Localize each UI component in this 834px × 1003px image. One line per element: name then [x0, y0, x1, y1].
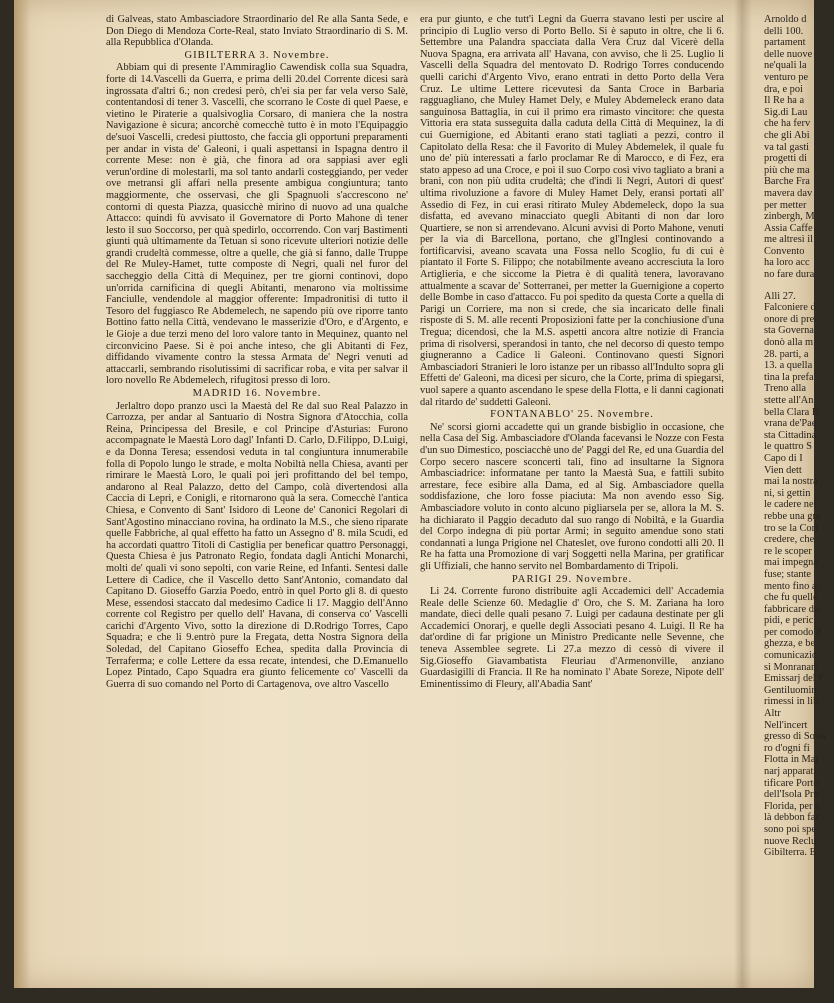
- article-paragraph: Ne' scorsi giorni accadette quì un grande bisbiglio in occasione, che nella Casa del Sig. Ambasciadore d'Olanda facevansi le Nozze con Festa d'un suo Dimestico, posciacchè uno de' Paggi del Re, ed una Guardia del Corpo secero nascere sconcerti tali, fino ad insultarne la Signora Ambasciadrice: informatane per tanto la Maestà Sua, e fattili subito arrestare, fece esibire alla Dama, ed al Sig. Ambasciadore quella soddisfazione, che loro fosse piaciuta: Ma non avendo esso Sig. Ambasciadore voluto in conto alcuno pigliarsela per se, allora la M. S. ha dichiarato il Paggio decaduto dal suo rango di Nobiltà, e la Guardia del Corpo indegna di più portar Armi; in seguito amendue sono stati condannati a lunga Prigione nel Chateslet, ove furono condotti alli 20. Il Re ha fatta una Promozione di varj Soggetti nella Marina, per gratificar gli Uffiziali, che hanno servito nel Bombardamento di Tripoli.: [420, 421, 724, 572]
- text-line: gresso di Soiss: [764, 731, 826, 743]
- text-line: ne'quali la: [764, 60, 807, 72]
- text-line: re le scoper: [764, 545, 812, 557]
- text-line: là debbon far: [764, 812, 819, 824]
- text-line: Falconiere d: [764, 302, 816, 314]
- text-line: Convento: [764, 245, 805, 257]
- text-line: va tal gasti: [764, 141, 810, 153]
- text-line: progetti di: [764, 153, 807, 165]
- text-line: che gli Abi: [764, 129, 810, 141]
- text-line: le cadere nel: [764, 499, 817, 511]
- text-line: Gibilterra. E: [764, 847, 816, 859]
- text-line: Treno alla: [764, 383, 807, 395]
- text-line: zinbergh, M: [764, 211, 815, 223]
- article-paragraph: Jerlaltro dopo pranzo uscì la Maestà del Re dal suo Real Palazzo in Carrozza, per andar al Santuario di Nostra Signora d'Atocchia, colla Reina, Principessa del Bresile, e col Principe d'Asturias: Furono accompagnate le Maestà Loro dagl' Infanti D. Carlo, D.Filippo, D.Luigi, e da Donna Teresa; essendosi veduta in tal congiuntura innumerabile folla di Popolo lungo le strade, e molta Nobiltà nella Chiesa, avanti per rimirare le Maestà Loro, le quali poi jeri profittando del bel tempo, andarono al Real Palazzo, detto del Campo, colà divertendosi alla Caccia di Lepri, e Conigli, e ritornarono quà la sera. Comecchè l'antica Chiesa, e Convento di Sant' Isidoro di Leone de' Canonici Regolari di Sant'Agostino minacciano rovina, ha ordinato la M.S., che sieno riparate quelle Fabbriche, al qual effetto ha fatto un Assegno d' 8. mila Scudi, ed ha accordati quattro Titoli di Castiglia per beneficar quattro Personaggi, Questa Chiesa è jus Patronato Regio, fondata dagli Antichi Monarchi, molti de' quali vi sono sepolti, con varie Reine, ed Infanti. Sentesi dalle Lettere di Cadice, che il Vascello detto Sant'Antonio, comandato dal Capitano D. Gioseffo Garzia Poedo, entrò in quel Porto gli 8. di questo Mese, essendosi staccato dal medesimo Cadice li 17. Maggio dell'Anno corrente col Registro per quello dell' Havana, di conserva co' Vascelli carichi d'Argento Vivo, sotto la direzione di D.Rodrigo Torres, Capo Squadra; e che li 9.entrò pure la Fregata, detta Nostra Signora della Soledad, del Capitano Gioseffo Echea, spedita dalla Provincia di Terraferma; e colle Lettere da essa recate, intendesi, che D.Emanuello Lopez Pintado, Capo Squadra era giunto felicemente co' Vascelli da Guerra di suo comando nel Porto di Cartagenova, ove altro Vascello: [106, 400, 408, 690]
- text-line: si Monranari: [764, 661, 818, 673]
- text-line: Assia Caffe: [764, 222, 813, 234]
- text-line: venturo pe: [764, 71, 809, 83]
- dateline-heading: FONTANABLO' 25. Novembre.: [490, 409, 654, 421]
- newspaper-page: [14, 0, 826, 988]
- article-paragraph: Li 24. Corrente furono distribuite agli Accademici dell' Accademia Reale delle Scienze 60. Medaglie d' Oro, che S. M. Zariana ha loro mandate, dieci delle quali pesano 7. Luigi per cadauna destinate per gli Accademici Onorarj, e quelle degli Associati pesano 4. Luigi. Il Re ha dat'ordine di far prigione un Ministro Predicante nelle Sevenne, che teneva Assemblee segrete. Li 27.a mezzo di cessò di vivere il Sig.Gioseffo Giavambatista Fleuriau d'Armenonville, anziano Guardasigilli di Francia. Il Re ha nominato l' Abate Soreze, Nipote dell' Eminentissimo di Fleury, all'Abadia Sant': [420, 586, 724, 690]
- text-line: dell'Isola Pro: [764, 789, 819, 801]
- dateline-heading: MADRID 16. Novembre.: [192, 388, 322, 399]
- text-line: Florida, per c: [764, 800, 820, 812]
- text-line: vrana de'Pae: [764, 418, 817, 430]
- text-line: che ha ferv: [764, 118, 811, 130]
- text-line: 13. a quella: [764, 360, 813, 372]
- text-line: Alli 27.: [764, 290, 796, 302]
- article-paragraph: Abbiam qui di presente l'Ammiraglio Cawendisk colla sua Squadra, forte di 14.Vascelli da Guerra, e prima delli 20.del Corrente dicesi sarà ingrossata d'altri 6.; non credesi però, ch'ei sia per far vela verso Salè, contentandosi di tener 3. Vascelli, che scorrano le Coste di quel Paese, e vietino le Piraterie a qualsivoglia Corsaro, di maniera che la nostra Navigazione è sicura; ancorchè comecchè tutto è in moto l'Equipaggio de'suoi Vascelli, credesi piuttosto, che faccia gli opportuni preparamenti per andar in vista de' Galeoni, i quali aspettansi in Ispagna dentro il corrente Mese: non è già, che finora ad ora sappiasi aver egli verun'ordine di molestarli, ma sol tanto andarli costeggiando, per veder ove metransi gli affari nella presente ambigua congiuntura; tanto maggiormente, che osservasi, che gli Spagnuoli s'accrescono ne' contorni di questa Piazza, quasicchè mirino di nuovo ad una qualche Attacco: quindi fù avvisato il Governatore di Porto Mahone di tener lesto il suo Soccorso, per quà spedirlo, occorrendo. Con varj Bastimenti giunti quà ultimamente da Tetuan si sono ricevute ulteriori notizie delle grandi crudeltà commesse, oltre a quelle, che già si fanno, dalle Truppe del Re Muley-Hamet, tutte composte di Negri, quali nel furor del saccheggio della Città di Mequinez, per tre giorni continovi, dopo un'orrida carnificina di quegli Abitanti, menarono via moltissime Fanciulle, vendendole al maggior offerente: Impadronitisi di tutto il Tesoro del fuggiasco Re Abdemelech, ne sapendo più ove riporre tanto Bottino fatto nella Città, vendevano le masserizie d'Oro, e d'Argento, e le Gioje a due terzi meno del loro valore tanto in Mequinez, quanto nel circonvicino Paese. Si è poi anche inteso, che gli Abitanti di Fez, diffidando vivamente contro la stessa Armata de' Negri venuti ad attaccarli, sembrando risolutissimi di sacrificar roba, e vita per salvar il loro novello Re Abdemelech, rifugitosi presso di loro.: [106, 62, 408, 387]
- text-line: che fu quelle: [764, 592, 818, 604]
- text-line: più che ma: [764, 164, 810, 176]
- text-line: credere, che: [764, 534, 815, 546]
- text-line: fuse; stante: [764, 568, 812, 580]
- text-line: tro se la Cort: [764, 522, 818, 534]
- text-line: ha loro acc: [764, 257, 810, 269]
- text-line: Emissarj del F: [764, 673, 825, 685]
- text-line: ro d'ogni fi: [764, 742, 810, 754]
- text-line: mavera dav: [764, 187, 813, 199]
- text-line: onore di pre: [764, 313, 815, 325]
- text-line: tificare Porto: [764, 777, 819, 789]
- text-line: nuove Reclu: [764, 835, 817, 847]
- text-line: narj apparati: [764, 766, 817, 777]
- text-line: Flotta in Mar: [764, 754, 819, 766]
- dateline-heading: PARIGI 29. Novembre.: [511, 573, 633, 585]
- text-line: Altr: [764, 708, 781, 720]
- text-line: no fare dura: [764, 269, 815, 281]
- text-line: delli 100.: [764, 25, 804, 37]
- text-line: mai impegna: [764, 557, 818, 569]
- page-fold: [734, 0, 752, 988]
- text-line: Vien dett: [764, 464, 802, 476]
- text-line: 28. parti, a: [764, 348, 809, 360]
- text-line: fabbricare du: [764, 603, 820, 615]
- text-line: sta Cittadina: [764, 429, 817, 441]
- column-right-cut: [764, 14, 834, 859]
- text-line: tina la prefa: [764, 371, 814, 383]
- text-line: mai la nostra: [764, 476, 818, 488]
- text-line: le quattro S: [764, 441, 812, 453]
- text-line: pidi, e peric: [764, 615, 814, 627]
- text-line: per metter: [764, 199, 807, 211]
- text-line: Gentiluomin: [764, 684, 817, 696]
- text-line: partament: [764, 37, 806, 49]
- text-line: Capo di I: [764, 452, 803, 464]
- column-left: [106, 14, 408, 690]
- text-line: dra, e poi: [764, 83, 803, 95]
- text-line: bella Clara B: [764, 406, 819, 418]
- text-line: stette all'An: [764, 395, 814, 406]
- text-line: Sig.di Lau: [764, 106, 808, 118]
- text-line: rimessi in lib: [764, 696, 819, 708]
- text-line: me altresì il: [764, 234, 814, 246]
- text-line: Barche Fra: [764, 176, 810, 188]
- text-line: Il Re ha a: [764, 95, 805, 107]
- text-line: ni, si gettin: [764, 487, 811, 499]
- text-line: sta Governa: [764, 325, 814, 337]
- text-line: Nell'incert: [764, 719, 808, 731]
- dateline-heading: GIBILTERRA 3. Novembre.: [184, 49, 330, 61]
- text-line: per comodo d: [764, 626, 822, 638]
- text-line: Arnoldo d: [764, 14, 807, 25]
- text-line: donò alla m: [764, 337, 814, 349]
- text-line: ghezza, e be: [764, 638, 816, 650]
- article-paragraph: era pur giunto, e che tutt'i Legni da Guerra stavano lesti per uscire al principio di Luglio verso di Porto Bello. Si è saputo in oltre, che li 6. Settembre una Palandra spacciata dalla Vera Cruz dal Vicerè della Nuova Spagna, era arrivata all' Havana, con avviso, che li 25. Luglio li Vascelli della Squadra del mentovato D. Rodrigo Torres conducendo quelli carichi d'Argento Vivo, erano entrati in detto Porto della Vera Cruz. Le ultime Lettere ricevutesi da Santa Croce in Barbaria ragguagliano, che Muley Hamet Dely, e Muley Abdemeleck erano data sanguinosa Battaglia, in cui il primo era rimasto vincitore: che questa Vittoria era stata susseguita dalla caduta della Città di Mequinez, la di cui Guernigione, ed Abitanti erano stati tagliati a pezzi, contro il Capitolato della Resa: che il Favorito di Muley Abdemelek, il quale fu uno de' più interessati a farlo proclamar Re di Marocco, e di Fez, era stato appeso ad una Croce, e poi il suo Corpo così vivo tagliato a brani a brani, con non più udita crudeltà; che d'indi li Negri, Autori di quest' ultima rivoluzione a favore di Muley Hamet Dely, eransi portati all' Assedio di Fez, in cui erasi ritirato Muley Abdemeleck, dopo la sua disfatta, ed avevano minacciato quegli Abitanti di non dar loro Quartiere, se non si arrendevano. Alcuni avvisi di Porto Mahone, venuti per la via di Barcellona, portano, che gl'Inglesi continovando a fortificarvisi, aveano scavata una Fossa nello Scoglio, fu di cui è piantato il Forte S. Filippo; che notabilmente aveano accresciuta la loro Artiglieria, e che siccome la Pietra è di qualità tenera, lavoravano attualmente a scavar de' Sotterranei, per metter la Guernigione a coperto delle Bombe in caso d'attacco. Fu poi spedito da questa Corte a quella di Parigi un Corriere, ma non si crede, che sia incaricato delle finali risposte di S. M. alle recenti Proposizioni fatte per la conchiusione d'una Tregua; dicendosi, che la M.S. aspetti ancora altre notizie di Francia prima di risolversi, sperandosi in tanto, che nel decorso di questo tempo giugneranno a Cadice li Galeoni. Continovano questi Signori Ambasciadori Stranieri le loro istanze per un ribasso all'Indulto sopra gli Effetti de' Galeoni, ma dicesi per sicuro, che la Corte, prima di spiegarsi, vuol sapere a quanto ascendano le spese della Flotta, e li danni cagionati dal ritardo de' suddetti Galeoni.: [420, 14, 724, 408]
- text-line: mento fino al: [764, 580, 820, 592]
- text-line: rebbe una gra: [764, 510, 821, 522]
- article-paragraph: di Galveas, stato Ambasciadore Straordinario del Re alla Santa Sede, e Don Diego di Mendoza Corte-Real, stato Inviato Straordinario di S. M. alla Repubblica d'Olanda.: [106, 14, 408, 49]
- text-line: sono poi spe: [764, 823, 816, 835]
- text-line: comunicazio: [764, 650, 818, 662]
- column-middle: [420, 14, 724, 690]
- text-line: delle nuove: [764, 48, 813, 60]
